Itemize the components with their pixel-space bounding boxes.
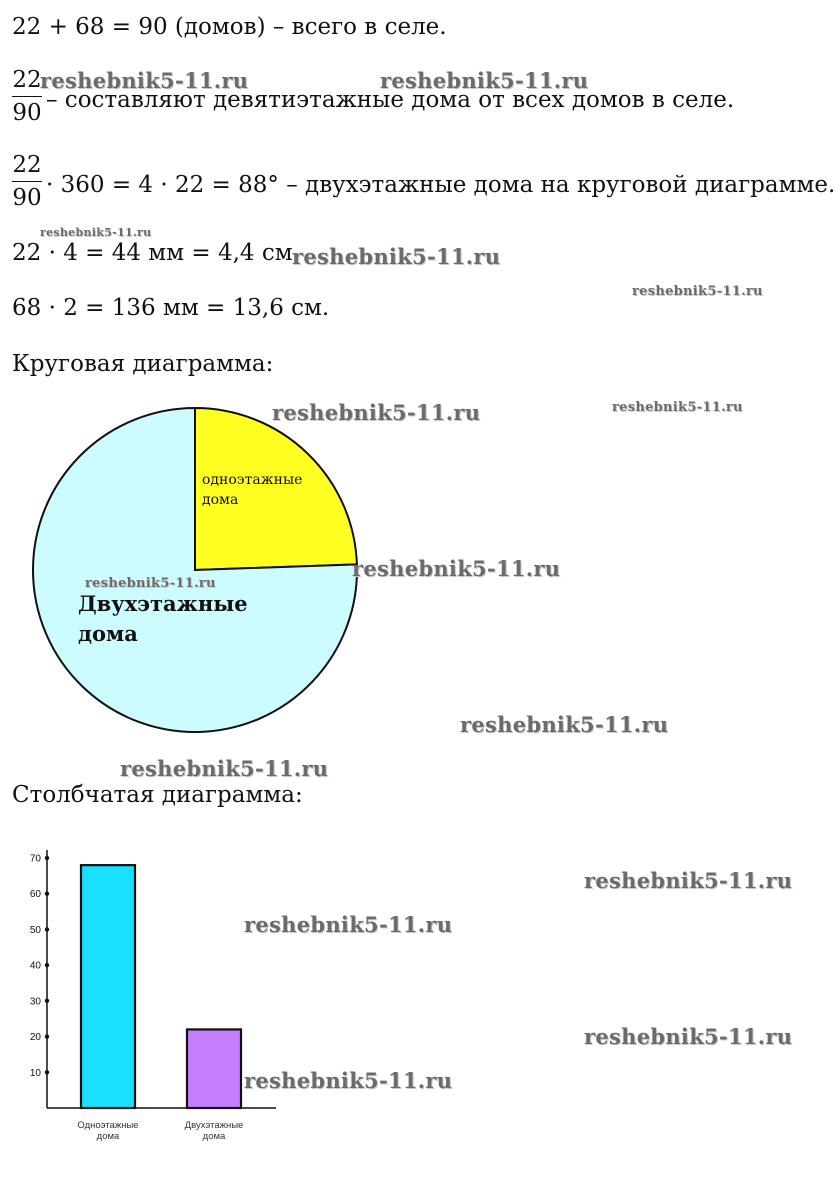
y-tick-label: 40: [29, 960, 41, 972]
fraction-22-90: [12, 66, 42, 127]
watermark: reshebnik5-11.ru: [244, 912, 453, 937]
fraction-bar: [12, 96, 42, 97]
calc-two-story-length: 68 · 2 = 136 мм = 13,6 см.: [12, 295, 330, 321]
x-category-label: Двухэтажные: [184, 1120, 244, 1131]
watermark: reshebnik5-11.ru: [584, 1024, 793, 1049]
watermark: reshebnik5-11.ru: [352, 556, 561, 581]
watermark: reshebnik5-11.ru: [632, 284, 763, 299]
y-tick-mark: [45, 927, 49, 931]
pie-slice-one-story: [195, 408, 357, 570]
fraction-numerator: 22: [12, 152, 42, 178]
y-tick-mark: [45, 1034, 49, 1038]
equation-total-houses: 22 + 68 = 90 (домов) – всего в селе.: [12, 14, 447, 40]
fraction-bar: [12, 181, 42, 182]
bar-chart: [0, 840, 300, 1160]
y-tick-label: 50: [29, 924, 41, 936]
watermark: reshebnik5-11.ru: [460, 712, 669, 737]
bar-one-story: [81, 865, 135, 1108]
y-tick-label: 10: [29, 1067, 41, 1079]
y-tick-mark: [45, 963, 49, 967]
watermark: reshebnik5-11.ru: [612, 400, 743, 415]
fraction-denominator: 90: [12, 100, 42, 126]
watermark: reshebnik5-11.ru: [584, 868, 793, 893]
watermark: reshebnik5-11.ru: [272, 400, 481, 425]
watermark: reshebnik5-11.ru: [380, 68, 589, 93]
pie-label-one-story-line2: дома: [202, 492, 239, 508]
angle-calculation: · 360 = 4 · 22 = 88° – двухэтажные дома на круговой диаграмме.: [46, 172, 836, 198]
watermark: reshebnik5-11.ru: [120, 756, 329, 781]
pie-label-two-story-line1: Двухэтажные: [78, 591, 248, 616]
watermark: reshebnik5-11.ru: [85, 576, 216, 591]
x-category-label: Одноэтажные: [77, 1120, 139, 1131]
y-tick-mark: [45, 1070, 49, 1074]
pie-label-two-story-line2: дома: [78, 621, 138, 646]
bar-chart-heading: Столбчатая диаграмма:: [12, 782, 303, 808]
bar-two-story: [187, 1029, 241, 1108]
x-category-label: дома: [96, 1131, 120, 1142]
fraction-numerator: 22: [12, 67, 42, 93]
y-tick-mark: [45, 999, 49, 1003]
fraction-22-90-second: [12, 151, 42, 212]
y-tick-label: 30: [29, 996, 41, 1008]
x-category-label: дома: [202, 1131, 226, 1142]
calc-one-story-length: 22 · 4 = 44 мм = 4,4 см.: [12, 240, 300, 266]
y-tick-mark: [45, 892, 49, 896]
watermark: reshebnik5-11.ru: [40, 68, 249, 93]
y-tick-label: 20: [29, 1032, 41, 1044]
y-tick-label: 70: [29, 853, 41, 865]
watermark: reshebnik5-11.ru: [40, 226, 152, 239]
y-tick-label: 60: [29, 889, 41, 901]
pie-label-one-story-line1: одноэтажные: [202, 472, 303, 488]
y-tick-mark: [45, 856, 49, 860]
fraction-denominator: 90: [12, 185, 42, 211]
watermark: reshebnik5-11.ru: [292, 244, 501, 269]
watermark: reshebnik5-11.ru: [244, 1068, 453, 1093]
pie-chart-heading: Круговая диаграмма:: [12, 351, 274, 377]
fraction-explanation: – составляют девятиэтажные дома от всех домов в селе.: [46, 87, 735, 113]
